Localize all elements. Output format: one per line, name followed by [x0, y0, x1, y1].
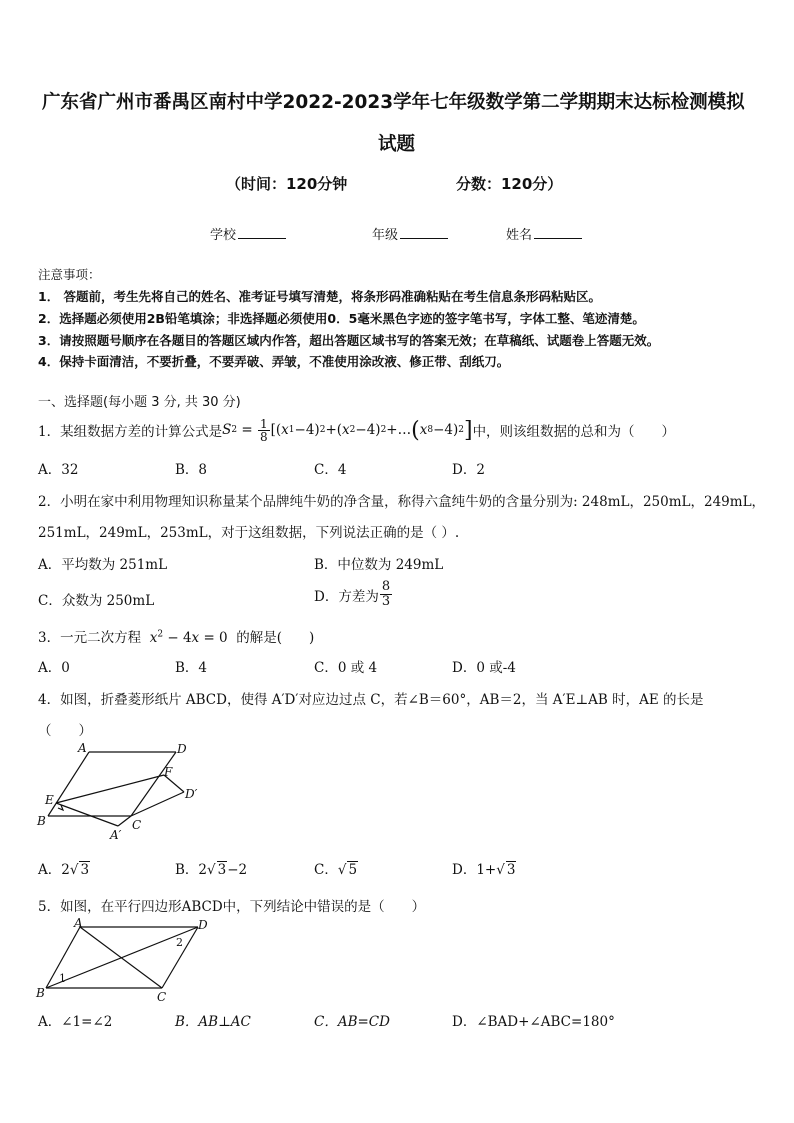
- name-field[interactable]: 姓名: [506, 224, 582, 243]
- note-item-3: 3．请按照题号顺序在各题目的答题区域内作答，超出答题区域书写的答案无效；在草稿纸、试题卷上答题无效。: [38, 333, 660, 348]
- q4-option-c[interactable]: C．√ 5: [314, 862, 358, 878]
- label-e: E: [45, 793, 54, 807]
- q5-option-a[interactable]: A．∠1=∠2: [38, 1014, 113, 1030]
- question-1: 1．某组数据方差的计算公式是 S 2 = $\frac{1}{8}$ [( x 1 −4) 2 +( x 2 −4) 2 +… ( x 8 −4) 2 ] 中，则该组数据的总和为（ ）: [38, 416, 676, 444]
- q3-option-b[interactable]: B．4: [175, 660, 208, 676]
- label-a: A: [74, 916, 83, 930]
- label-d-prime: D′: [185, 787, 198, 801]
- section-heading: 一、选择题(每小题 3 分, 共 30 分): [38, 395, 241, 410]
- q5-option-d[interactable]: D．∠BAD+∠ABC=180°: [452, 1014, 615, 1030]
- parallelogram-diagram: [34, 915, 214, 1005]
- label-c: C: [132, 818, 142, 832]
- exam-time: （时间：120分钟: [226, 175, 348, 193]
- question-4-line1: 4．如图，折叠菱形纸片 ABCD，使得 A′D′对应边过点 C，若∠B＝60°，AB＝2，当 A′E⊥AB 时，AE 的长是: [38, 692, 704, 708]
- angle-1-label: 1: [59, 972, 66, 985]
- q5-option-c[interactable]: C．AB=CD: [314, 1014, 390, 1030]
- note-item-2: 2．选择题必须使用2B铅笔填涂；非选择题必须使用0．5毫米黑色字迹的签字笔书写，字体工整、笔迹清楚。: [38, 311, 645, 326]
- label-a-prime: A′: [110, 828, 122, 842]
- q4-option-b[interactable]: B．2√ 3−2: [175, 862, 248, 878]
- label-d: D: [177, 742, 187, 756]
- q1-option-a[interactable]: A．32: [38, 462, 79, 478]
- q4-option-d[interactable]: D．1+√ 3: [452, 862, 516, 878]
- q1-option-b[interactable]: B．8: [175, 462, 208, 478]
- variance-formula: S 2 = $\frac{1}{8}$ [( x 1 −4) 2 +( x 2 −4) 2 +… ( x 8 −4) 2 ]: [222, 416, 473, 444]
- q5-option-b[interactable]: B．AB⊥AC: [175, 1014, 251, 1030]
- question-2-line2: 251mL，249mL，253mL，对于这组数据，下列说法正确的是（ ）.: [38, 525, 460, 541]
- q3-option-d[interactable]: D．0 或-4: [452, 660, 516, 676]
- q1-option-c[interactable]: C．4: [314, 462, 347, 478]
- note-item-1: 1． 答题前，考生先将自己的姓名、准考证号填写清楚，将条形码准确粘贴在考生信息条形码粘贴区。: [38, 289, 602, 304]
- label-b: B: [36, 986, 45, 1000]
- school-field[interactable]: 学校: [210, 224, 286, 243]
- label-a: A: [78, 741, 87, 755]
- label-c: C: [157, 990, 167, 1004]
- label-f: F: [164, 765, 173, 779]
- exam-score: 分数：120分）: [456, 175, 563, 193]
- note-item-4: 4．保持卡面清洁，不要折叠，不要弄破、弄皱，不准使用涂改液、修正带、刮纸刀。: [38, 354, 510, 369]
- page-title: 广东省广州市番禺区南村中学2022-2023学年七年级数学第二学期期末达标检测模拟: [42, 92, 745, 113]
- q2-option-a[interactable]: A．平均数为 251mL: [38, 557, 168, 573]
- page-title-line2: 试题: [378, 134, 416, 155]
- grade-field[interactable]: 年级: [372, 224, 448, 243]
- notes-heading: 注意事项：: [38, 267, 101, 282]
- question-2-line1: 2．小明在家中利用物理知识称量某个品牌纯牛奶的净含量，称得六盒纯牛奶的含量分别为: 248mL，250mL，249mL，: [38, 494, 766, 510]
- q4-option-a[interactable]: A．2√ 3: [38, 862, 90, 878]
- question-4-line2: （ ）: [38, 723, 92, 739]
- q2-option-c[interactable]: C．众数为 250mL: [38, 593, 155, 609]
- q2-option-d[interactable]: D．方差为 $\frac{8}{3}$: [314, 579, 391, 609]
- q1-option-d[interactable]: D．2: [452, 462, 485, 478]
- rhombus-fold-diagram: [34, 740, 214, 845]
- question-5: 5．如图，在平行四边形ABCD中，下列结论中错误的是（ ）: [38, 899, 426, 915]
- q2-option-b[interactable]: B．中位数为 249mL: [314, 557, 444, 573]
- label-d: D: [198, 918, 208, 932]
- quadratic-equation: $x^2 - 4x = 0$: [149, 629, 232, 646]
- question-3: 3．一元二次方程 $x^2 - 4x = 0$ 的解是( ): [38, 629, 315, 646]
- q3-option-a[interactable]: A．0: [38, 660, 70, 676]
- angle-2-label: 2: [176, 936, 183, 949]
- label-b: B: [37, 814, 46, 828]
- q3-option-c[interactable]: C．0 或 4: [314, 660, 378, 676]
